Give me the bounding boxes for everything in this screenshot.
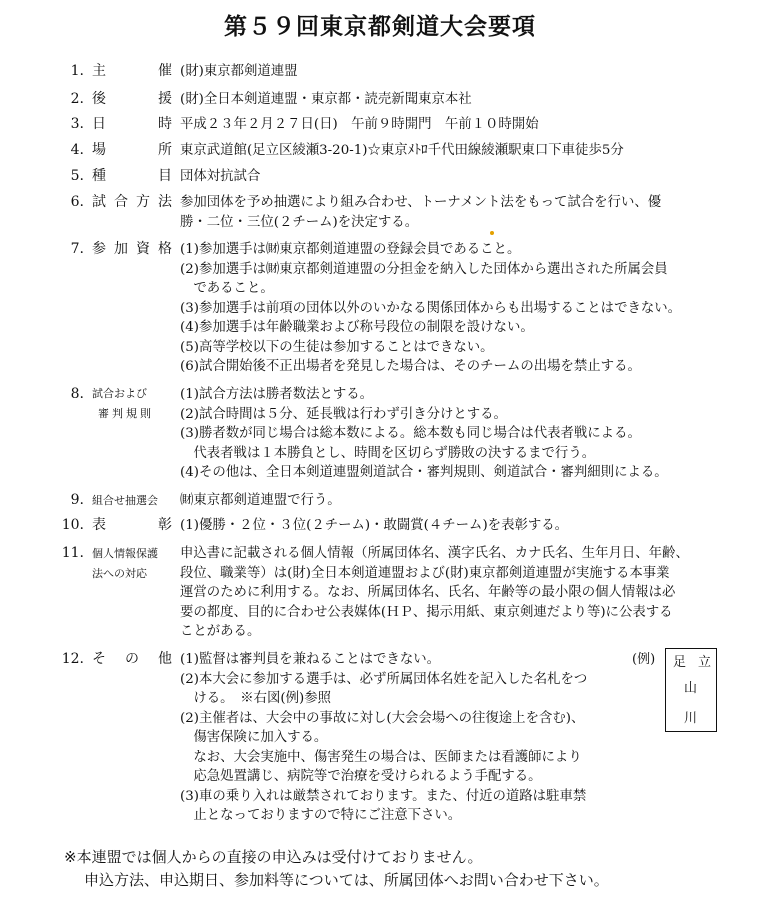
stray-dot (490, 231, 494, 235)
content-line: 傷害保険に加入する。 (180, 730, 328, 745)
label-char: 時 (158, 116, 172, 132)
content-line: 東京武道館(足立区綾瀬3-20-1)☆東京ﾒﾄﾛ千代田線綾瀬駅東口下車徒歩5分 (180, 143, 624, 158)
content-line: なお、大会実施中、傷害発生の場合は、医師または看護師により (180, 749, 582, 765)
content-line: (2)参加選手は㈶東京都剣道連盟の分担金を納入した団体から選出された所属会員 (180, 261, 668, 277)
content-line: (1)参加選手は㈶東京都剣道連盟の登録会員であること。 (180, 242, 521, 257)
item-content (180, 491, 730, 511)
content-line: (3)車の乗り入れは厳禁されております。また、付近の道路は駐車禁 (180, 788, 587, 804)
label-char: 格 (158, 241, 172, 257)
item-number: 10. (61, 517, 84, 533)
item-content (180, 167, 730, 187)
label-char: の (125, 651, 139, 667)
label-char: 所 (158, 142, 172, 158)
item-number: 11. (61, 545, 84, 561)
label-char: 援 (158, 91, 172, 107)
item-label (92, 240, 172, 259)
item-number: 6. (70, 194, 84, 210)
content-line: (4)その他は、全日本剣道連盟剣道試合・審判規則、剣道試合・審判細則による。 (180, 465, 668, 480)
item-content (180, 193, 730, 232)
label-char: 加 (114, 241, 128, 257)
label-char: 後 (92, 91, 106, 107)
item-content (180, 385, 730, 483)
label-char: 他 (158, 651, 172, 667)
label-char: 催 (158, 63, 172, 79)
content-line: (財)東京都剣道連盟 (180, 64, 298, 79)
footer-note-2: 申込方法、申込期日、参加料等については、所属団体へお問い合わせ下さい。 (84, 871, 609, 889)
item-label-part: 試合および (92, 387, 147, 400)
item-label (92, 544, 166, 584)
content-line: (1)監督は審判員を兼ねることはできない。 (180, 652, 440, 667)
item-number: 5. (70, 168, 84, 184)
content-line: (3)勝者数が同じ場合は総本数による。総本数も同じ場合は代表者戦による。 (180, 426, 641, 441)
item-label (92, 90, 172, 109)
label-char: 種 (92, 168, 106, 184)
content-line: (5)高等学校以下の生徒は参加することはできない。 (180, 339, 494, 355)
label-char: 彰 (158, 517, 172, 533)
item-content (180, 115, 730, 135)
label-char: そ (92, 651, 106, 667)
item-number: 3. (70, 116, 84, 132)
item-number: 7. (70, 241, 84, 257)
item-label-part: 法への対応 (92, 567, 147, 580)
label-char: 法 (158, 194, 172, 210)
item-label (92, 115, 172, 134)
name-tag-char-3: 山 (684, 681, 698, 696)
page-title: 第５９回東京都剣道大会要項 (224, 14, 536, 40)
content-line: (6)試合開始後不正出場者を発見した場合は、そのチームの出場を禁止する。 (180, 359, 641, 374)
content-line: (4)参加選手は年齢職業および称号段位の制限を設けない。 (180, 320, 534, 335)
content-line: (1)優勝・２位・３位(２チーム)・敢闘賞(４チーム)を表彰する。 (180, 518, 569, 533)
content-line: 平成２３年２月２７日(日) 午前９時開門 午前１０時開始 (180, 117, 539, 132)
content-line: (2)主催者は、大会中の事故に対し(大会会場への往復途上を含む)、 (180, 710, 585, 726)
content-line: (2)試合時間は５分、延長戦は行わず引き分けとする。 (180, 406, 507, 422)
item-label: 組合せ抽選会 (92, 494, 158, 507)
item-label-part: 審判規則 (98, 407, 154, 420)
footer-note-1: ※本連盟では個人からの直接の申込みは受付けておりません。 (64, 848, 483, 866)
name-tag-char-1: 足 (673, 655, 687, 670)
item-content (180, 516, 730, 536)
item-number: 12. (61, 651, 84, 667)
example-label: (例) (632, 652, 656, 667)
label-char: 合 (114, 194, 128, 210)
content-line: 要の都度、目的に合わせ公表媒体(ＨＰ、掲示用紙、東京剣連だより等)に公表する (180, 604, 673, 620)
item-label (92, 141, 172, 160)
item-number: 9. (70, 492, 84, 508)
label-char: 試 (92, 194, 106, 210)
content-line: (財)全日本剣道連盟・東京都・読売新聞東京本社 (180, 92, 472, 107)
name-tag-char-4: 川 (684, 711, 698, 726)
content-line: 運営のために利用する。なお、所属団体名、氏名、年齢等の最小限の個人情報は必 (180, 585, 676, 600)
item-number: 8. (70, 386, 84, 402)
item-label (92, 167, 172, 186)
item-content (180, 141, 730, 161)
label-char: 場 (92, 142, 106, 158)
label-char: 参 (92, 241, 106, 257)
content-line: 申込書に記載される個人情報（所属団体名、漢字氏名、カナ氏名、生年月日、年齢、 (180, 546, 689, 561)
item-label-part: 個人情報保護 (92, 547, 158, 560)
item-number: 1. (70, 63, 84, 79)
item-label (92, 516, 172, 535)
name-tag-example (665, 648, 717, 732)
item-label (92, 650, 172, 669)
content-line: 応急処置講じ、病院等で治療を受けられるよう手配する。 (180, 769, 542, 784)
content-line: 段位、職業等）は(財)全日本剣道連盟および(財)東京都剣道連盟が実施する本事業 (180, 565, 670, 581)
content-line: 止となっておりますので特にご注意下さい。 (180, 808, 462, 823)
content-line: ける。 ※右図(例)参照 (180, 691, 332, 706)
item-content (180, 90, 730, 110)
label-char: 表 (92, 517, 106, 533)
item-label (92, 193, 172, 212)
content-line: 勝・二位・三位(２チーム)を決定する。 (180, 214, 419, 230)
content-line: 代表者戦は１本勝負とし、時間を区切らず勝敗の決するまで行う。 (180, 445, 596, 461)
label-char: 目 (158, 168, 172, 184)
label-char: 資 (136, 241, 150, 257)
content-line: 団体対抗試合 (180, 169, 261, 184)
item-content (180, 240, 730, 377)
item-label (92, 384, 166, 424)
content-line: ことがある。 (180, 624, 261, 639)
content-line: (3)参加選手は前項の団体以外のいかなる関係団体からも出場することはできない。 (180, 300, 682, 316)
content-line: (2)本大会に参加する選手は、必ず所属団体名姓を記入した名札をつ (180, 671, 588, 687)
item-label (92, 62, 172, 81)
item-number: 2. (70, 91, 84, 107)
content-line: ㈶東京都剣道連盟で行う。 (180, 493, 341, 508)
item-number: 4. (70, 142, 84, 158)
label-char: 主 (92, 63, 106, 79)
item-content (180, 544, 730, 642)
content-line: であること。 (180, 281, 274, 296)
item-content (180, 62, 730, 82)
label-char: 方 (136, 194, 150, 210)
content-line: 参加団体を予め抽選により組み合わせ、トーナメント法をもって試合を行い、優 (180, 195, 662, 210)
name-tag-char-2: 立 (698, 655, 712, 670)
label-char: 日 (92, 116, 106, 132)
item-content (180, 650, 730, 826)
content-line: (1)試合方法は勝者数法とする。 (180, 387, 374, 402)
